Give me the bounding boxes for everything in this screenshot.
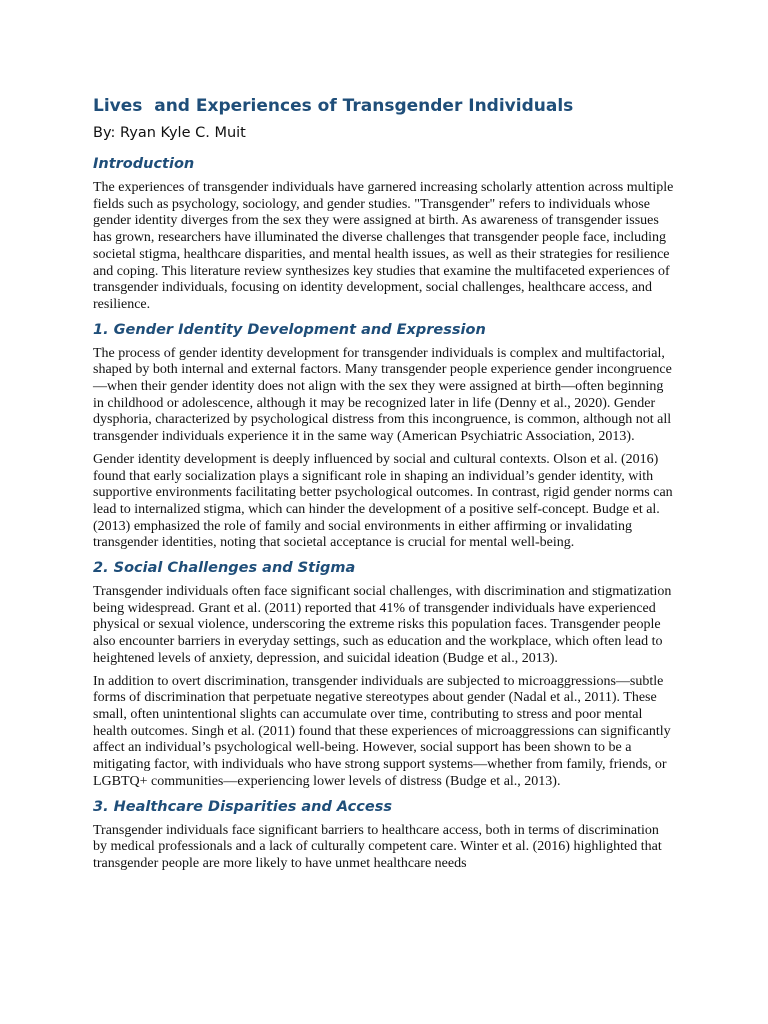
paragraph: Gender identity development is deeply influenced by social and cultural contexts. Olson et al. (2016) found that early socialization plays a significant role in shaping an individual’s gender identity, with supportive environments facilitating better psychological outcomes. In contrast, rigid gender norms can lead to internalized stigma, which can hinder the development of a positive self-concept. Budge et al. (2013) emphasized the role of family and social environments in either affirming or invalidating transgender identities, noting that societal acceptance is crucial for mental well-being. [93,451,673,551]
document-page [93,94,675,879]
document-title: Lives and Experiences of Transgender Individuals [93,96,574,116]
paragraph: Transgender individuals often face significant social challenges, with discrimination and stigmatization being widespread. Grant et al. (2011) reported that 41% of transgender individuals have experienced physical or sexual violence, underscoring the extreme risks this population faces. Transgender people also encounter barriers in everyday settings, such as education and the workplace, which often lead to heightened levels of anxiety, depression, and suicidal ideation (Budge et al., 2013). [93,584,672,666]
paragraph: The experiences of transgender individuals have garnered increasing scholarly attention across multiple fields such as psychology, sociology, and gender studies. "Transgender" refers to individuals whose gender identity diverges from the sex they were assigned at birth. As awareness of transgender issues has grown, researchers have illuminated the diverse challenges that transgender people face, including societal stigma, healthcare disparities, and mental health issues, as well as their strategies for resilience and coping. This literature review synthesizes key studies that examine the multifaceted experiences of transgender individuals, focusing on identity development, social challenges, healthcare access, and resilience. [93,180,674,312]
document-author: By: Ryan Kyle C. Muit [93,125,246,141]
section-heading-healthcare: 3. Healthcare Disparities and Access [93,798,392,815]
paragraph: The process of gender identity development for transgender individuals is complex and multifactorial, shaped by both internal and external factors. Many transgender people experience gender incongruence—when their gender identity does not align with the sex they were assigned at birth—often beginning in childhood or adolescence, although it may be recognized later in life (Denny et al., 2020). Gender dysphoria, characterized by psychological distress from this incongruence, is common, although not all transgender individuals experience it in the same way (American Psychiatric Association, 2013). [93,345,672,445]
paragraph: Transgender individuals face significant barriers to healthcare access, both in terms of discrimination by medical professionals and a lack of culturally competent care. Winter et al. (2016) highlighted that transgender people are more likely to have unmet healthcare needs [93,822,662,871]
section-heading-gender-identity: 1. Gender Identity Development and Expression [93,321,486,338]
paragraph: In addition to overt discrimination, transgender individuals are subjected to microaggressions—subtle forms of discrimination that perpetuate negative stereotypes about gender (Nadal et al., 2011). These small, often unintentional slights can accumulate over time, contributing to stress and poor mental health outcomes. Singh et al. (2011) found that these experiences of microaggressions can significantly affect an individual’s psychological well-being. However, social support has been shown to be a mitigating factor, with individuals who have strong support systems—whether from family, friends, or LGBTQ+ communities—experiencing lower levels of distress (Budge et al., 2013). [93,673,671,789]
section-heading-introduction: Introduction [93,156,195,172]
section-heading-social-challenges: 2. Social Challenges and Stigma [93,560,356,577]
